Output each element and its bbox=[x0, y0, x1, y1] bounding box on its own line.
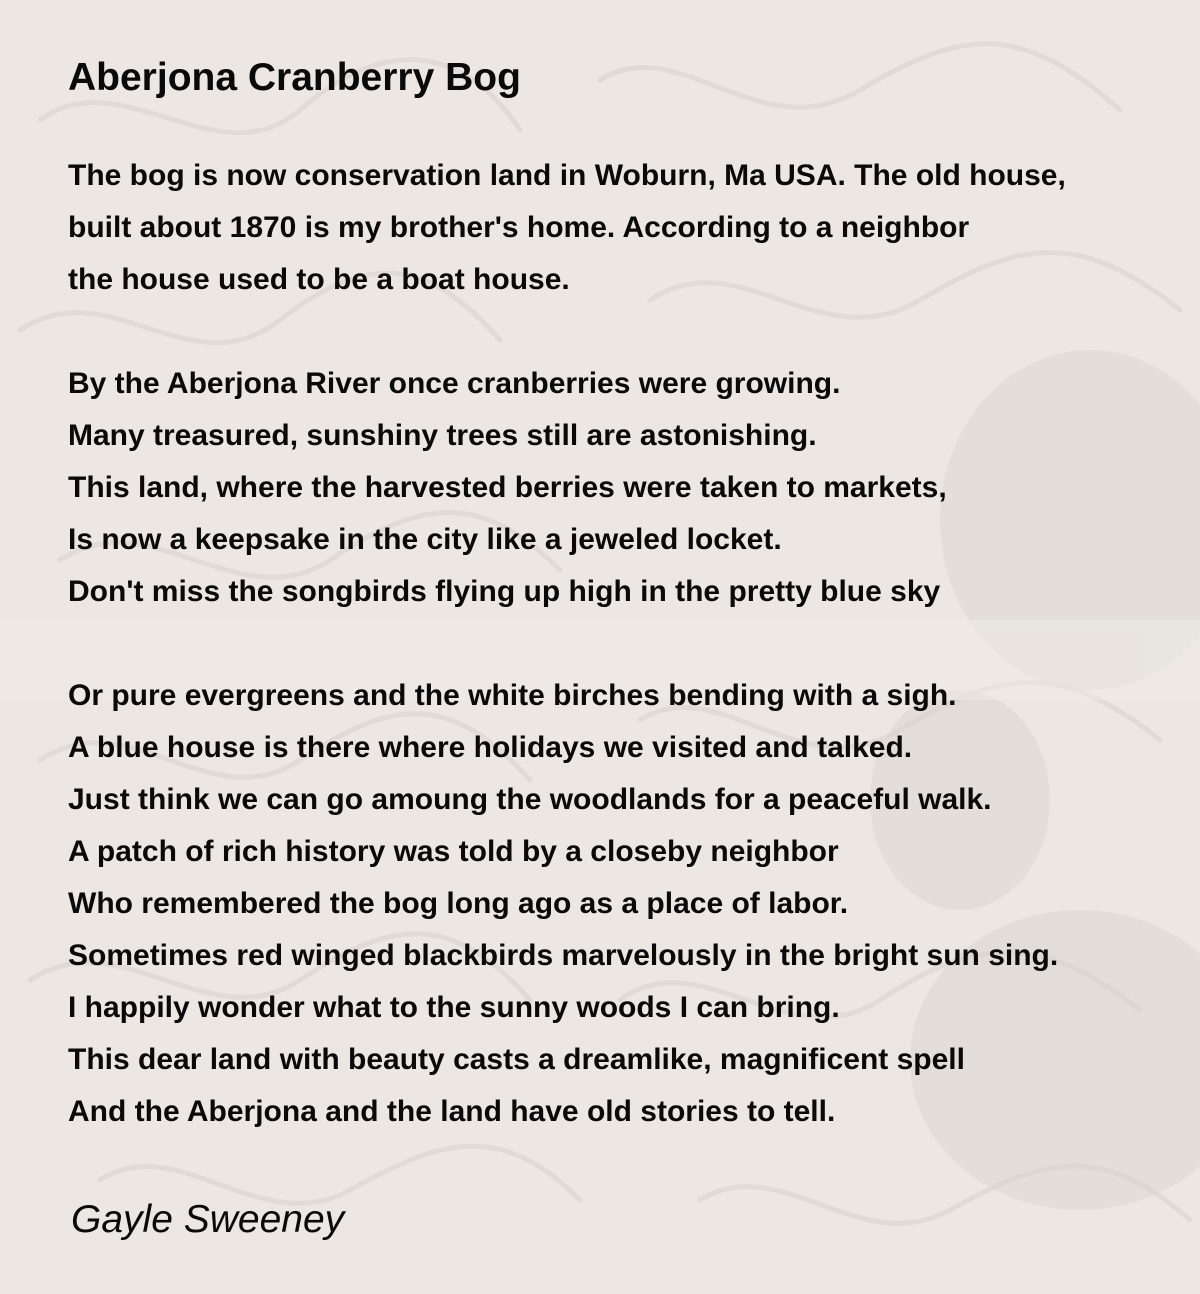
poem-line: This land, where the harvested berries were taken to markets, bbox=[68, 471, 947, 504]
poem-line: the house used to be a boat house. bbox=[68, 263, 570, 296]
poem-line: Is now a keepsake in the city like a jeweled locket. bbox=[68, 523, 782, 556]
poem-author: Gayle Sweeney bbox=[71, 1198, 345, 1241]
poem-stanza-1 bbox=[68, 150, 1066, 306]
poem-stanza-2 bbox=[68, 358, 947, 618]
poem-title: Aberjona Cranberry Bog bbox=[68, 56, 521, 99]
poem-line: Just think we can go amoung the woodlands for a peaceful walk. bbox=[68, 783, 992, 816]
poem-line: And the Aberjona and the land have old stories to tell. bbox=[68, 1095, 836, 1128]
poem-line: Sometimes red winged blackbirds marvelously in the bright sun sing. bbox=[68, 939, 1059, 972]
poem-line: Who remembered the bog long ago as a place of labor. bbox=[68, 887, 849, 920]
poem-stanza-3 bbox=[68, 670, 1058, 1138]
poem-line: This dear land with beauty casts a dreamlike, magnificent spell bbox=[68, 1043, 965, 1076]
poem-line: By the Aberjona River once cranberries were growing. bbox=[68, 367, 841, 400]
poem-line: A blue house is there where holidays we visited and talked. bbox=[68, 731, 913, 764]
poem-line: A patch of rich history was told by a closeby neighbor bbox=[68, 835, 839, 868]
poem-line: Many treasured, sunshiny trees still are astonishing. bbox=[68, 419, 817, 452]
poem-line: I happily wonder what to the sunny woods I can bring. bbox=[68, 991, 840, 1024]
poem-line: Or pure evergreens and the white birches bending with a sigh. bbox=[68, 679, 957, 712]
poem-line: The bog is now conservation land in Woburn, Ma USA. The old house, bbox=[68, 159, 1066, 192]
poem-line: built about 1870 is my brother's home. According to a neighbor bbox=[68, 211, 970, 244]
poem-line: Don't miss the songbirds flying up high in the pretty blue sky bbox=[68, 575, 941, 608]
